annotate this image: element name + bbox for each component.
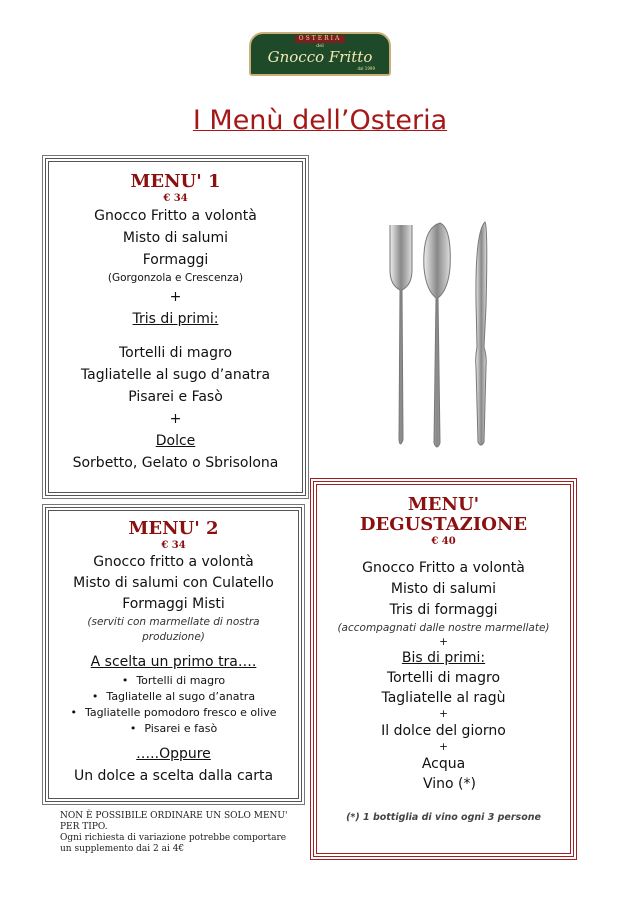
logo-del: del	[316, 43, 324, 49]
menu-item: Formaggi Misti	[122, 596, 225, 612]
menu-item: Misto di salumi	[122, 230, 229, 246]
menu-1-price: € 34	[163, 193, 188, 204]
plus: +	[169, 289, 182, 305]
menu-item: Tortelli di magro	[386, 670, 501, 686]
menu-item: Misto di salumi	[390, 581, 497, 597]
menu-item: Tris di formaggi	[389, 602, 498, 618]
plus: +	[439, 741, 448, 753]
list-item: • Pisarei e fasò	[49, 721, 298, 737]
restaurant-logo	[249, 32, 391, 76]
primi-title: Bis di primi:	[401, 650, 486, 666]
menu-item: Sorbetto, Gelato o Sbrisolona	[72, 455, 279, 471]
menu-item: Tortelli di magro	[118, 345, 233, 361]
menu-item: Formaggi	[142, 252, 209, 268]
plus: +	[439, 708, 448, 720]
list-item: • Tortelli di magro	[49, 673, 298, 689]
menu-item: Misto di salumi con Culatello	[73, 575, 274, 591]
plus: +	[169, 411, 182, 427]
fork-icon	[390, 225, 412, 444]
menu-item: Gnocco Fritto a volontà	[94, 208, 257, 224]
notice-line-2: Ogni richiesta di variazione potrebbe comportare un supplemento dai 2 ai 4€	[60, 833, 287, 854]
logo-top-row	[251, 35, 389, 43]
primi-title: Tris di primi:	[132, 311, 219, 327]
wine-footnote: (*) 1 bottiglia di vino ogni 3 persone	[346, 812, 541, 823]
logo-top: OSTERIA	[295, 35, 346, 43]
dolce-title: Dolce	[155, 433, 196, 449]
degustazione-note: (accompagnati dalle nostre marmellate)	[337, 622, 550, 634]
menu-item: Tagliatelle al ragù	[381, 690, 506, 706]
menu-item: Acqua	[421, 756, 466, 772]
menu-item: Tagliatelle al sugo d’anatra	[80, 367, 271, 383]
plus: +	[439, 636, 448, 648]
spoon-icon	[424, 223, 450, 447]
menu-2-heading: MENU' 2	[128, 518, 219, 539]
notice-line-1: NON È POSSIBILE ORDINARE UN SOLO MENU' PER TIPO.	[60, 811, 288, 832]
menu-2-price: € 34	[161, 540, 186, 551]
cutlery-image	[380, 220, 505, 455]
logo-since: dal 1999	[357, 66, 375, 71]
cheese-note: (Gorgonzola e Crescenza)	[107, 272, 244, 284]
degustazione-box	[313, 481, 574, 857]
oppure: …..Oppure	[136, 746, 211, 762]
page-title: I Menù dell’Osteria	[192, 105, 448, 136]
notice	[60, 811, 300, 855]
degustazione-price: € 40	[431, 536, 456, 547]
menu-2-box	[45, 507, 302, 802]
list-item: • Tagliatelle al sugo d’anatra	[49, 689, 298, 705]
menu-1-box	[45, 158, 306, 496]
menu-2-note: (serviti con marmellate di nostra produzione)	[87, 616, 260, 643]
menu-1-heading: MENU' 1	[130, 171, 221, 192]
primi-list	[49, 673, 298, 737]
knife-icon	[476, 222, 487, 445]
logo-name: Gnocco Fritto	[267, 48, 373, 66]
menu-item: Vino (*)	[423, 776, 476, 792]
menu-item: Il dolce del giorno	[381, 723, 506, 739]
degustazione-heading: DEGUSTAZIONE	[359, 514, 528, 535]
menu-item: Gnocco fritto a volontà	[93, 554, 254, 570]
menu-item: Un dolce a scelta dalla carta	[73, 768, 274, 784]
menu-item: Pisarei e Fasò	[128, 389, 223, 405]
menu-item: Gnocco Fritto a volontà	[362, 560, 525, 576]
degustazione-heading: MENU'	[407, 494, 480, 515]
primo-title: A scelta un primo tra….	[90, 654, 257, 670]
list-item: • Tagliatelle pomodoro fresco e olive	[49, 705, 298, 721]
